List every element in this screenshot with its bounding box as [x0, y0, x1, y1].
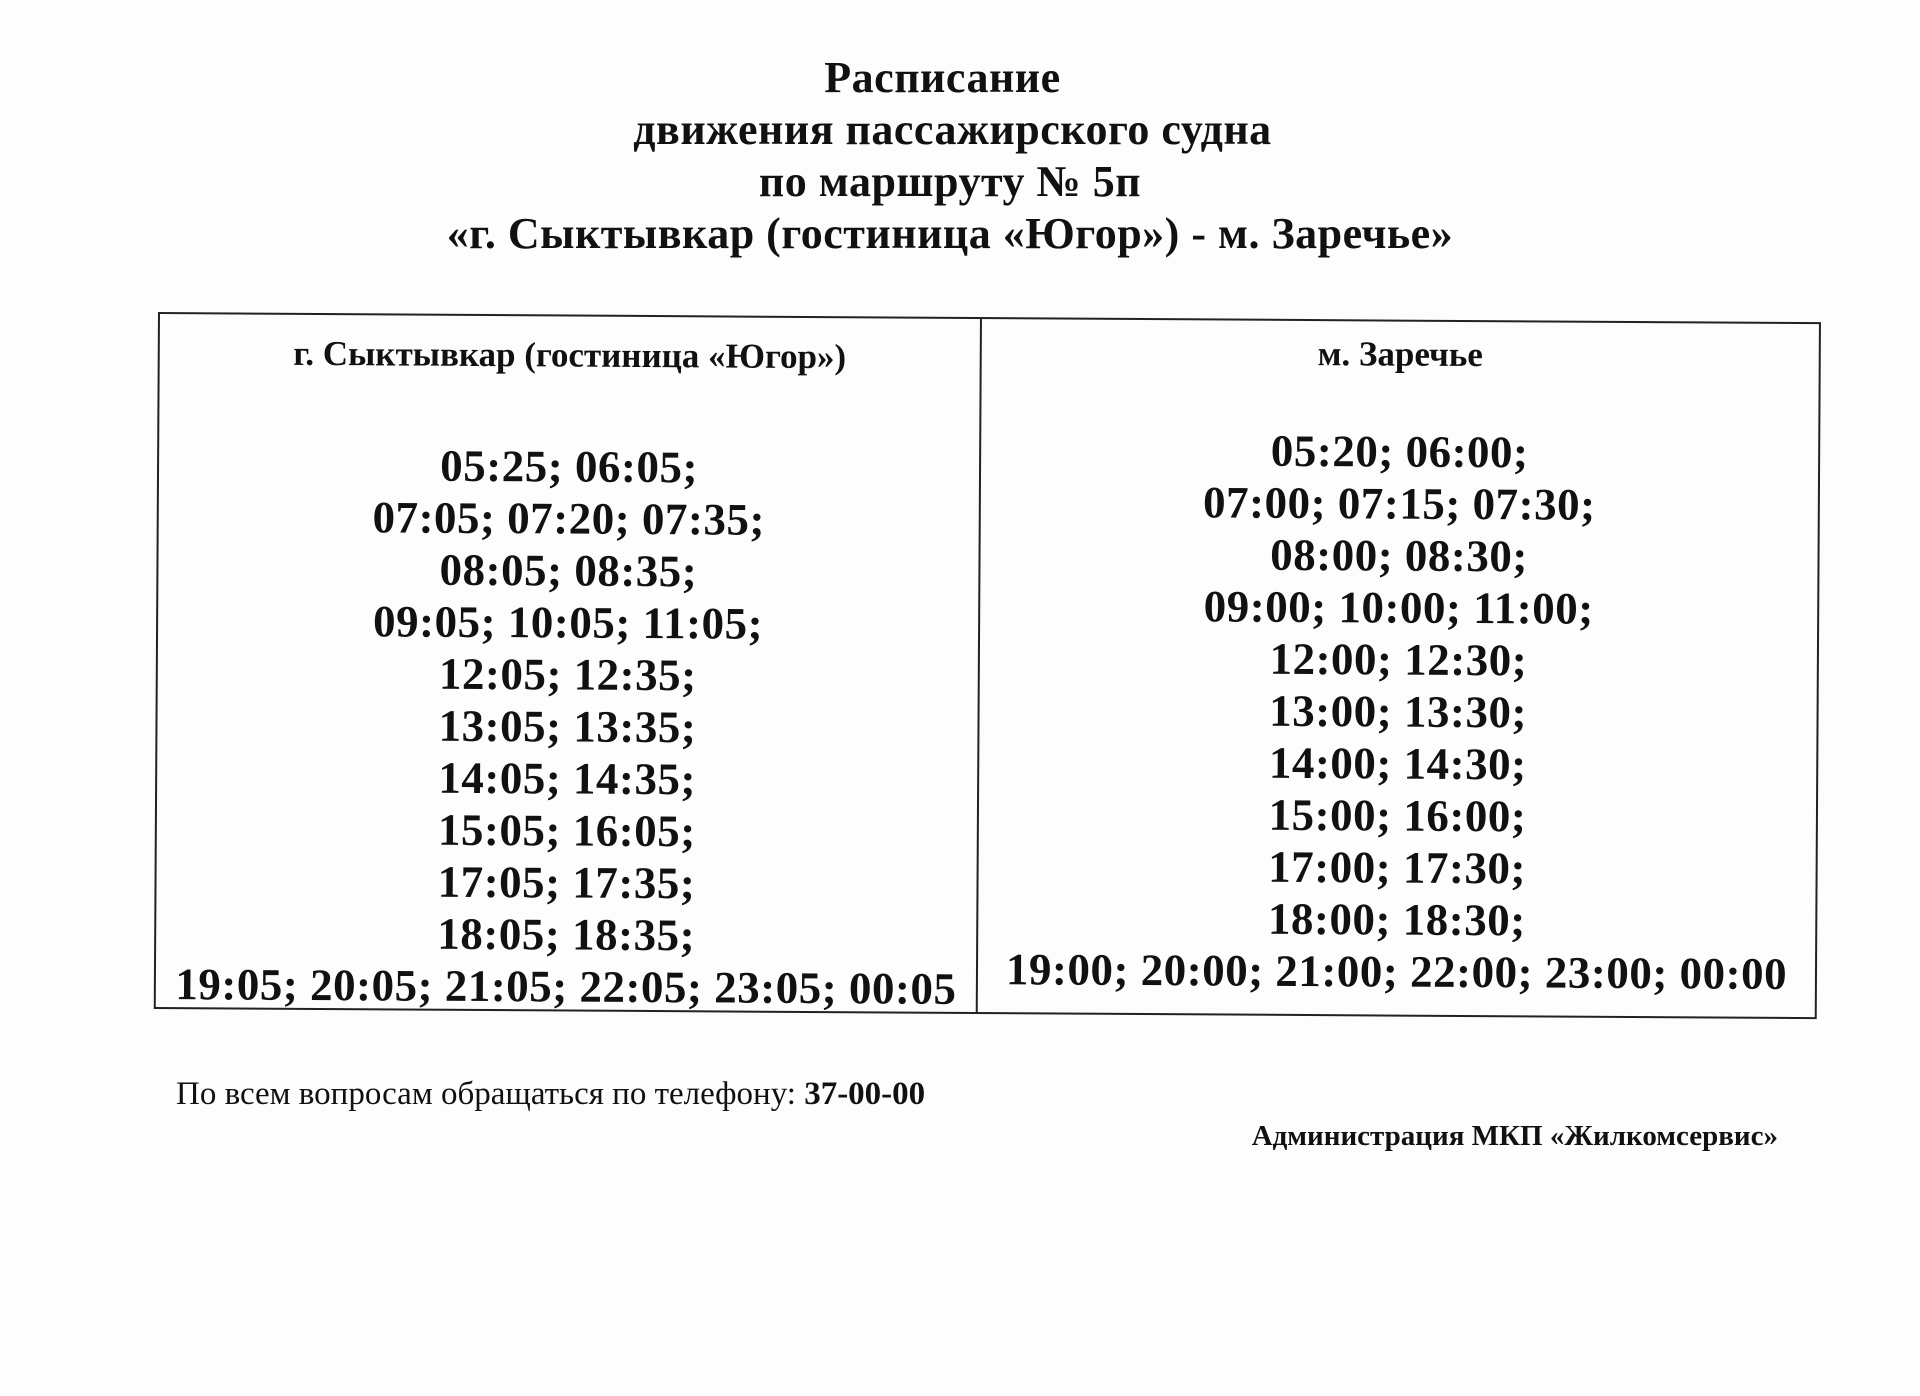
departure-times-zarechye — [978, 423, 1818, 1000]
time-row: 07:00; 07:15; 07:30; — [1202, 477, 1596, 530]
title-line-3: по маршруту № 5п — [758, 157, 1142, 206]
title-line-4: «г. Сыктывкар (гостиница «Югор») - м. Заречье» — [446, 209, 1454, 258]
time-row: 14:05; 14:35; — [438, 752, 697, 805]
time-row: 18:05; 18:35; — [437, 908, 696, 961]
time-row: 15:00; 16:00; — [1268, 789, 1527, 842]
column-header-zarechye: м. Заречье — [1317, 334, 1483, 375]
time-row: 05:25; 06:05; — [440, 440, 699, 493]
time-row: 09:05; 10:05; 11:05; — [372, 596, 764, 649]
departures-zarechye-column — [978, 319, 1819, 1017]
departures-syktyvkar-column — [156, 314, 982, 1012]
title-line-2: движения пассажирского судна — [633, 105, 1272, 154]
time-row: 05:20; 06:00; — [1270, 425, 1529, 478]
time-row: 13:05; 13:35; — [438, 700, 697, 753]
document-title — [0, 52, 1920, 260]
time-row: 19:00; 20:00; 21:00; 22:00; 23:00; 00:00 — [1005, 944, 1788, 999]
time-row: 13:00; 13:30; — [1269, 685, 1528, 738]
time-row: 08:05; 08:35; — [439, 544, 698, 597]
schedule-table — [154, 312, 1821, 1019]
time-row: 17:05; 17:35; — [437, 856, 696, 909]
time-row: 14:00; 14:30; — [1268, 737, 1527, 790]
time-row: 17:00; 17:30; — [1268, 841, 1527, 894]
time-row: 07:05; 07:20; 07:35; — [372, 492, 766, 545]
departure-times-syktyvkar — [156, 438, 979, 1015]
phone-number: 37-00-00 — [804, 1076, 926, 1112]
time-row: 15:05; 16:05; — [437, 804, 696, 857]
contact-phone-line — [176, 1074, 925, 1114]
title-line-1: Расписание — [824, 53, 1061, 102]
time-row: 12:05; 12:35; — [438, 648, 697, 701]
issuer-signature: Администрация МКП «Жилкомсервис» — [1251, 1120, 1778, 1152]
time-row: 18:00; 18:30; — [1267, 893, 1526, 946]
time-row: 08:00; 08:30; — [1270, 529, 1529, 582]
time-row: 19:05; 20:05; 21:05; 22:05; 23:05; 00:05 — [175, 959, 957, 1014]
time-row: 12:00; 12:30; — [1269, 633, 1528, 686]
time-row: 09:00; 10:00; 11:00; — [1203, 581, 1594, 634]
column-header-syktyvkar: г. Сыктывкар (гостиница «Югор») — [293, 333, 847, 377]
phone-label: По всем вопросам обращаться по телефону: — [176, 1076, 796, 1112]
